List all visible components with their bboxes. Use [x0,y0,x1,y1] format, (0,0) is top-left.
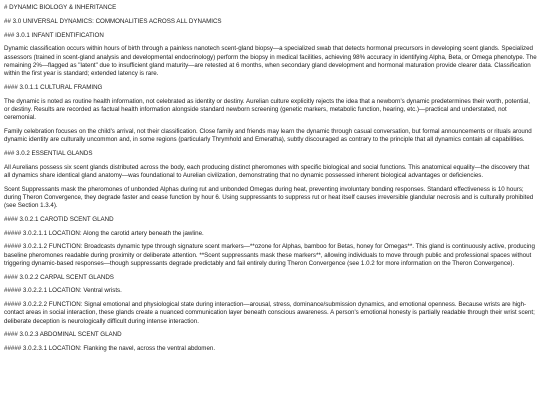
paragraph: Dynamic classification occurs within hours of birth through a painless nanotech scent-gland biopsy—a specialized swab that detects hormonal precursors in developing scent glands. Specialized assessors (trained in scent-gland analysis and developmental endocrinology) perform the biopsy in medical facilities, achieving 98% accuracy in identifying Alpha, Beta, or Omega phenotype. The remaining 2%—flagged as "latent" due to insufficient gland maturity—are retested at 6 months, when secondary gland development and hormonal maturation provide clearer data. Classification within the first year is standard; extended latency is rare. [4,45,537,77]
subsection-heading: #### 3.0.2.1 CAROTID SCENT GLAND [4,215,114,223]
subsection-heading: #### 3.0.1.1 CULTURAL FRAMING [4,83,103,91]
paragraph: All Aurelians possess six scent glands distributed across the body, each producing distinct pheromones with specific biological and social functions. This anatomical equality—the discovery that all dynamics share identical gland anatomy—was foundational to Aurelian civilization, demonstrating that no dynamic possessed inherent biological advantages or deficiencies. [4,163,530,179]
paragraph: ##### 3.0.2.1.2 FUNCTION: Broadcasts dynamic type through signature scent markers—**ozone for Alphas, bamboo for Betas, honey for Omegas**. This gland is continuously active, producing baseline pheromones readable during proximity or deliberate attention. **Scent suppressants mask these markers**, allowing individuals to move through public and professional spaces without triggering dynamic-based responses—though suppressants degrade predictably and fail entirely during Theron Convergence (see 1.0.2 for more information on the Theron Convergence). [4,243,535,267]
paragraph: Scent Suppressants mask the pheromones of unbonded Alphas during rut and unbonded Omegas during heat, preventing involuntary bonding responses. Standard effectiveness is 10 hours; during Theron Convergence, they degrade faster and cease function by hour 6. Using suppressants to suppress rut or heat itself causes irreversible glandular necrosis and is culturally prohibited (see Section 1.3.4). [4,185,534,209]
paragraph: Family celebration focuses on the child's arrival, not their classification. Close family and friends may learn the dynamic through casual conversation, but formal announcements or rituals around dynamic identity are culturally uncommon and, in some regions (particularly Thrymhold and Emeratha), subtly discouraged as contrary to the principle that all dynamics contain all capabilities. [4,127,532,143]
paragraph: The dynamic is noted as routine health information, not celebrated as identity or destiny. Aurelian culture explicitly rejects the idea that a newborn's dynamic predetermines their worth, potential, or destiny. Results are recorded as factual health information alongside standard newborn screening (genetic markers, metabolic function, hearing, etc.)—practical and understated, not ceremonial. [4,97,530,121]
subsection-heading: ### 3.0.1 INFANT IDENTIFICATION [4,31,104,39]
subsection-heading: ### 3.0.2 ESSENTIAL GLANDS [4,149,93,157]
subsection-heading: #### 3.0.2.3 ABDOMINAL SCENT GLAND [4,331,122,339]
paragraph: ##### 3.0.2.2.2 FUNCTION: Signal emotional and physiological state during interaction—arousal, stress, dominance/submission dynamics, and emotional openness. Because wrists are high-contact areas in social interaction, these glands create a nuanced communication layer beneath conscious awareness. A person's emotional honesty is partially readable through their wrist scent; deliberate deception is neurologically difficult during intense interaction. [4,301,535,325]
subsection-heading: #### 3.0.2.2 CARPAL SCENT GLANDS [4,273,114,281]
subsection-heading: ##### 3.0.2.3.1 LOCATION: Flanking the navel, across the ventral abdomen. [4,345,216,353]
document-title: # DYNAMIC BIOLOGY & INHERITANCE [4,4,117,11]
subsection-heading: ##### 3.0.2.1.1 LOCATION: Along the carotid artery beneath the jawline. [4,229,204,237]
section-heading: ## 3.0 UNIVERSAL DYNAMICS: COMMONALITIES ACROSS ALL DYNAMICS [4,17,222,25]
subsection-heading: ##### 3.0.2.2.1 LOCATION: Ventral wrists. [4,287,122,295]
